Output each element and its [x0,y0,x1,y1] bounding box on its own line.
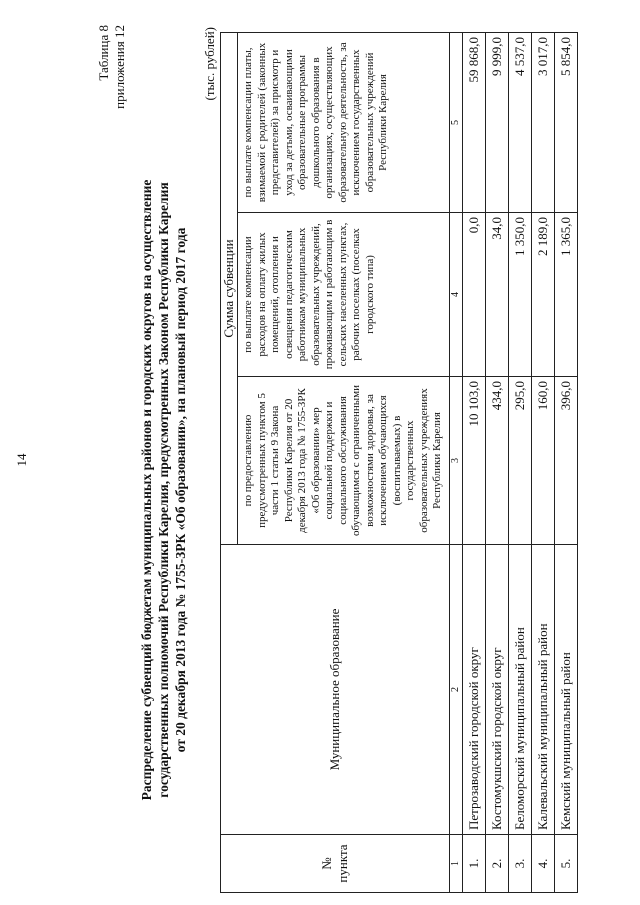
title-line: от 20 декабря 2013 года № 1755-ЗРК «Об образовании», на плановый период 2017 года [173,227,188,753]
header-row [221,32,238,892]
title-line: Распределение субвенций бюджетам муниципальных районов и городских округов на осуществление [139,179,154,801]
column-number: 4 [449,213,462,377]
housing-compensation-value: 1 350,0 [508,213,531,377]
header-parent-fee-compensation: по выплате компенсации платы, взимаемой с родителей (законных представителей) за присмотр и уход за детьми, осваивающими образовательные программы дошкольного образования в организациях, осуществляющих образовательную деятельность, за исключением государственных образовательных учреждений Республики Карелия [238,32,450,212]
header-housing-compensation: по выплате компенсации расходов на оплату жилых помещений, отопления и освещения педагогическим работникам муниципальных образовательных учреждений, проживающим и работающим в сельских населенных пунктах, рабочих поселках (поселках городского типа) [238,213,450,377]
row-index: 3. [508,835,531,893]
social-support-value: 396,0 [554,377,577,545]
housing-compensation-value: 2 189,0 [531,213,554,377]
municipality-name: Петрозаводский городской округ [462,545,485,835]
row-index: 5. [554,835,577,893]
social-support-value: 160,0 [531,377,554,545]
row-index: 4. [531,835,554,893]
housing-compensation-value: 0,0 [462,213,485,377]
header-number: № пункта [221,835,450,893]
header-social-support: по предоставлению предусмотренных пунктом 5 части 1 статьи 9 Закона Республики Карелия от 20 декабря 2013 года № 1755-ЗРК «Об образовании» мер социальной поддержки и социального обслуживания обучающимся с ограниченными возможностями здоровья, за исключением обучающихся (воспитываемых) в государственных образовательных учреждениях Республики Карелия [238,377,450,545]
title-line: государственных полномочий Республики Карелия, предусмотренных Законом Республики Карелия [156,182,171,798]
row-index: 1. [462,835,485,893]
municipality-name: Кемский муниципальный район [554,545,577,835]
column-number: 3 [449,377,462,545]
column-number: 2 [449,545,462,835]
municipality-name: Беломорский муниципальный район [508,545,531,835]
header-subvention-group: Сумма субвенции [221,32,238,544]
table-row [508,32,531,892]
municipality-name: Костомукшский городской округ [485,545,508,835]
municipality-name: Калевальский муниципальный район [531,545,554,835]
rotated-content [96,25,626,895]
parent-fee-value: 9 999,0 [485,32,508,212]
parent-fee-value: 59 868,0 [462,32,485,212]
table-caption [96,25,128,109]
table-row [554,32,577,892]
column-number: 1 [449,835,462,893]
document-title [138,145,189,835]
social-support-value: 295,0 [508,377,531,545]
parent-fee-value: 4 537,0 [508,32,531,212]
row-index: 2. [485,835,508,893]
header-municipality: Муниципальное образование [221,545,450,835]
numbering-row [449,32,462,892]
table-row [485,32,508,892]
social-support-value: 434,0 [485,377,508,545]
page-number: 14 [14,453,29,467]
parent-fee-value: 3 017,0 [531,32,554,212]
units-note: (тыс. рублей) [202,27,217,101]
social-support-value: 10 103,0 [462,377,485,545]
column-number: 5 [449,32,462,212]
housing-compensation-value: 1 365,0 [554,213,577,377]
caption-table-label: Таблица 8 [96,25,111,81]
table-row [462,32,485,892]
subvention-table [220,32,578,893]
housing-compensation-value: 34,0 [485,213,508,377]
parent-fee-value: 5 854,0 [554,32,577,212]
table-row [531,32,554,892]
caption-appendix-label: приложения 12 [112,25,127,109]
